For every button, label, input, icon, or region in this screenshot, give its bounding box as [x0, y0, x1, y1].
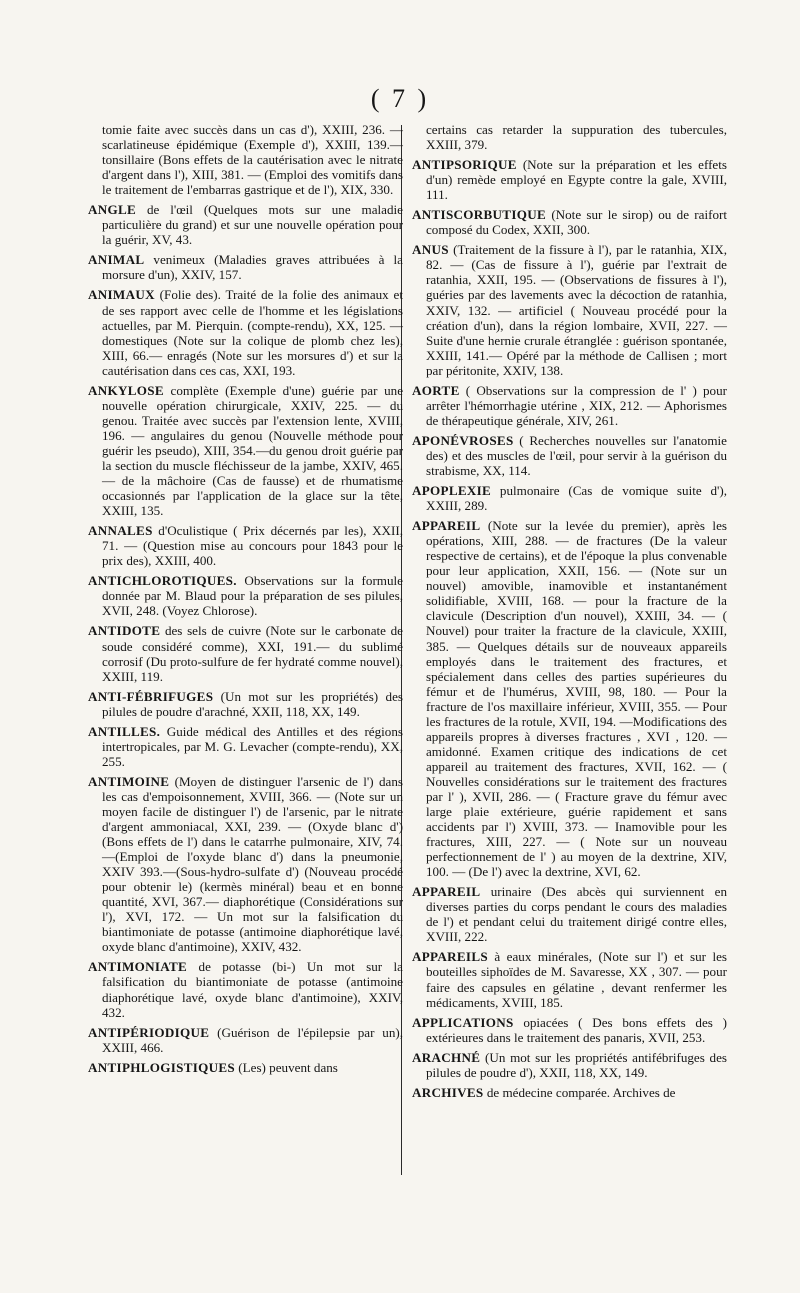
entry-text: (Les) peuvent dans: [238, 1059, 338, 1075]
index-entry: [88, 1060, 403, 1075]
index-entry: [412, 207, 727, 237]
entry-headword: ANTIPÉRIODIQUE: [88, 1024, 210, 1040]
index-entry: [88, 774, 403, 955]
entry-text: d'Oculistique ( Prix décernés par les), XXII, 71. — (Question mise au concours pour 1843 pour le prix des), XXIII, 400.: [102, 523, 403, 569]
entry-text: à eaux minérales, (Note sur l') et sur les bouteilles siphoïdes de M. Savaresse, XX , 307. — pour faire des capsules en gélatine , devant renfermer les médicaments, XVIII, 185.: [426, 949, 727, 1010]
index-entry: [412, 884, 727, 944]
entry-text: ( Observations sur la compression de l' ) pour arrêter l'hémorrhagie utérine , XIX, 212. — Aphorismes de thérapeutique générale, XIV, 261.: [426, 382, 728, 428]
entry-text: tomie faite avec succès dans un cas d'), XXIII, 236. — scarlatineuse épidémique (Exemple d'), XXIII, 139.— tonsillaire (Bons effets de la cautérisation avec le nitrate d'argent dans l'), XIII, 381. — (Emploi des vomitifs dans le traitement de l'embarras gastrique et de l'), XIX, 330.: [102, 122, 403, 198]
entry-headword: ANTISCORBUTIQUE: [412, 207, 547, 223]
entry-headword: ANNALES: [88, 523, 153, 539]
entry-text: (Guérison de l'épilepsie par un), XXIII, 466.: [102, 1024, 403, 1055]
entry-text: de l'œil (Quelques mots sur une maladie particulière du grand) et sur une nouvelle opération pour la guérir, XV, 43.: [102, 202, 403, 248]
entry-text: des sels de cuivre (Note sur le carbonate de soude considéré comme), XXI, 191.— du sublimé corrosif (Du proto-sulfure de fer hydraté comme nouvel), XXIII, 119.: [102, 623, 403, 684]
entry-headword: ANTI-FÉBRIFUGES: [88, 688, 214, 704]
entry-text: urinaire (Des abcès qui surviennent en diverses parties du corps pendant le cours des maladies de l') et pendant celui du traitement dirigé contre elles, XVIII, 222.: [426, 884, 727, 945]
index-entry: [412, 1085, 727, 1100]
index-entry: [412, 122, 727, 152]
index-entry: [412, 483, 727, 513]
index-entry: [88, 523, 403, 568]
entry-headword: APONÉVROSES: [412, 432, 514, 448]
index-entry: [412, 518, 727, 879]
entry-headword: ANTIDOTE: [88, 623, 161, 639]
entry-text: (Note sur la levée du premier), après les opérations, XIII, 288. — de fractures (De la valeur respective de certains), et de l'époque la plus convenable pour leur application, XXII, 156. — (Note sur un nouvel) amovible, inamovible et instantanément solidifiable, XVIII, 168. — pour la fracture de la clavicule (Description d'un nouvel), XXIII, 34. — ( Nouvel) pour traiter la fracture de la clavicule, XXIII, 385. — Quelques détails sur de nouveaux appareils employés dans le traitement des fractures, et spécialement dans celles des parties supérieures du fémur et de l'humérus, XVIII, 98, 180. — Pour la fracture de l'os maxillaire inférieur, XVIII, 355. — Pour les fractures de la rotule, XVII, 194. —Modifications des appareils propres à diverses fractures , XVI , 120. — amidonné. Examen critique des indications de cet appareil au traitement des fractures, XVII, 162. — ( Nouvelles considérations sur le traitement des fractures par l' ), XVII, 286. — ( Fracture grave du fémur avec large plaie extérieure, guérie rapidement et sans accidents par l') XVIII, 373. — Inamovible pour les fractures, XIII, 227. — ( Note sur un nouveau perfectionnement de l' ) au moyen de la dextrine, XIV, 100. — (De l') avec la dextrine, XVI, 62.: [426, 518, 727, 880]
page-number: ( 7 ): [370, 84, 430, 113]
entry-text: (Note sur le sirop) ou de raifort composé du Codex, XXII, 300.: [426, 207, 728, 238]
entry-text: (Note sur la préparation et les effets d'un) remède employé en Egypte contre la gale, XVIII, 111.: [426, 157, 727, 203]
entry-text: (Moyen de distinguer l'arsenic de l') dans les cas d'empoisonnement, XVIII, 366. — (Note sur un moyen facile de distinguer l') de l'arsenic, par le nitrate d'argent ammoniacal, XXI, 239. — (Oxyde blanc d') (Bons effets de l') dans le catarrhe pulmonaire, XIV, 74.—(Emploi de l'oxyde blanc d') dans la pneumonie, XXIV 393.—(Sous-hydro-sulfate d') (Nouveau procédé pour obtenir le) (kermès minéral) beau et en bonne quantité, XVI, 367.— diaphorétique (Considérations sur l'), XVI, 172. — Un mot sur la falsification du biantimoniate de potasse (antimoine diaphorétique lavé, oxyde blanc d'antimoine), XXIV, 432.: [102, 773, 403, 955]
index-entry: [412, 1015, 727, 1045]
entry-headword: APOPLEXIE: [412, 483, 492, 499]
entry-headword: APPAREILS: [412, 949, 488, 965]
index-entry: [412, 1050, 727, 1080]
entry-text: opiacées ( Des bons effets des ) extérieures dans le traitement des panaris, XVII, 253.: [426, 1014, 727, 1045]
entry-headword: ANTIPHLOGISTIQUES: [88, 1059, 235, 1075]
entry-text: (Un mot sur les propriétés) des pilules de poudre d'arachné, XXII, 118, XX, 149.: [102, 688, 403, 719]
index-entry: [412, 949, 727, 1009]
index-entry: [88, 383, 403, 518]
index-entry: [412, 433, 727, 478]
entry-text: de médecine comparée. Archives de: [486, 1084, 676, 1100]
entry-text: venimeux (Maladies graves attribuées à la morsure d'un), XXIV, 157.: [102, 252, 403, 283]
index-entry: [88, 287, 403, 377]
entry-headword: ANTILLES.: [88, 723, 161, 739]
right-column: [412, 122, 727, 1105]
index-entry: [88, 959, 403, 1019]
entry-text: (Folie des). Traité de la folie des animaux et de ses rapport avec celle de l'homme et les législations actuelles, par M. Pierquin. (compte-rendu), XX, 125. — domestiques (Note sur la colique de plomb chez les), XIII, 66.— enragés (Note sur les morsures d') et sur la cautérisation dans ces cas, XXI, 193.: [102, 287, 403, 378]
entry-headword: ANUS: [412, 242, 449, 258]
entry-headword: ANIMAL: [88, 252, 145, 268]
entry-headword: ANTICHLOROTIQUES.: [88, 573, 237, 589]
index-entry: [88, 573, 403, 618]
entry-text: Guide médical des Antilles et des régions intertropicales, par M. G. Levacher (compte-rendu), XX, 255.: [102, 723, 403, 769]
index-entry: [412, 242, 727, 377]
index-entry: [412, 383, 727, 428]
entry-text: de potasse (bi-) Un mot sur la falsification du biantimoniate de potasse (antimoine diaphorétique lavé, oxyde blanc d'antimoine), XXIV, 432.: [102, 959, 403, 1020]
entry-headword: ANGLE: [88, 202, 137, 218]
index-entry: [88, 1025, 403, 1055]
entry-headword: APPAREIL: [412, 884, 481, 900]
index-entry: [88, 202, 403, 247]
entry-headword: ANTIPSORIQUE: [412, 157, 517, 173]
entry-headword: APPLICATIONS: [412, 1014, 514, 1030]
entry-headword: ANKYLOSE: [88, 382, 164, 398]
left-column: [88, 122, 403, 1080]
index-entry: [88, 252, 403, 282]
entry-text: certains cas retarder la suppuration des tubercules, XXIII, 379.: [426, 122, 727, 153]
entry-headword: ANIMAUX: [88, 287, 155, 303]
entry-headword: ARCHIVES: [412, 1084, 484, 1100]
index-entry: [88, 623, 403, 683]
entry-headword: AORTE: [412, 382, 460, 398]
entry-headword: ANTIMOINE: [88, 773, 170, 789]
index-entry: [88, 724, 403, 769]
index-entry: [88, 122, 403, 197]
entry-text: pulmonaire (Cas de vomique suite d'), XXIII, 289.: [426, 483, 727, 514]
index-entry: [412, 157, 727, 202]
entry-text: Observations sur la formule donnée par M. Blaud pour la préparation de ses pilules, XVII, 248. (Voyez Chlorose).: [102, 573, 403, 619]
entry-text: complète (Exemple d'une) guérie par une nouvelle opération chirurgicale, XXIV, 225. — du genou. Traitée avec succès par l'extension lente, XVIII, 196. — angulaires du genou (Nouvelle méthode pour guérir les pseudo), XIII, 354.—du genou droit guérie par la section du muscle fléchisseur de la jambe, XXIV, 465. — de la mâchoire (Cas de fausse) et de rhumatisme occasionnés par l'application de la glace sur la tête, XXIII, 135.: [102, 382, 403, 519]
entry-text: (Traitement de la fissure à l'), par le ratanhia, XIX, 82. — (Cas de fissure à l'), guérie par l'extrait de ratanhia, XXII, 195. — (Observations de fissures à l'), guéries par des lavements avec la décoction de ratanhia, XXIV, 132. — artificiel ( Nouveau procédé pour la création d'un), dans la région lombaire, XVII, 227. — Suite d'une hernie crurale étranglée : guérison spontanée, XXIII, 141.— Opéré par la méthode de Callisen ; mort par péritonite, XXIV, 138.: [426, 242, 727, 378]
entry-headword: APPAREIL: [412, 518, 481, 534]
entry-headword: ANTIMONIATE: [88, 959, 188, 975]
entry-text: ( Recherches nouvelles sur l'anatomie des) et des muscles de l'œil, pour servir à la guérison du strabisme, XX, 114.: [426, 432, 727, 478]
entry-headword: ARACHNÉ: [412, 1049, 481, 1065]
index-entry: [88, 689, 403, 719]
entry-text: (Un mot sur les propriétés antifébrifuges des pilules de poudre d'), XXII, 118, XX, 149.: [426, 1049, 727, 1080]
